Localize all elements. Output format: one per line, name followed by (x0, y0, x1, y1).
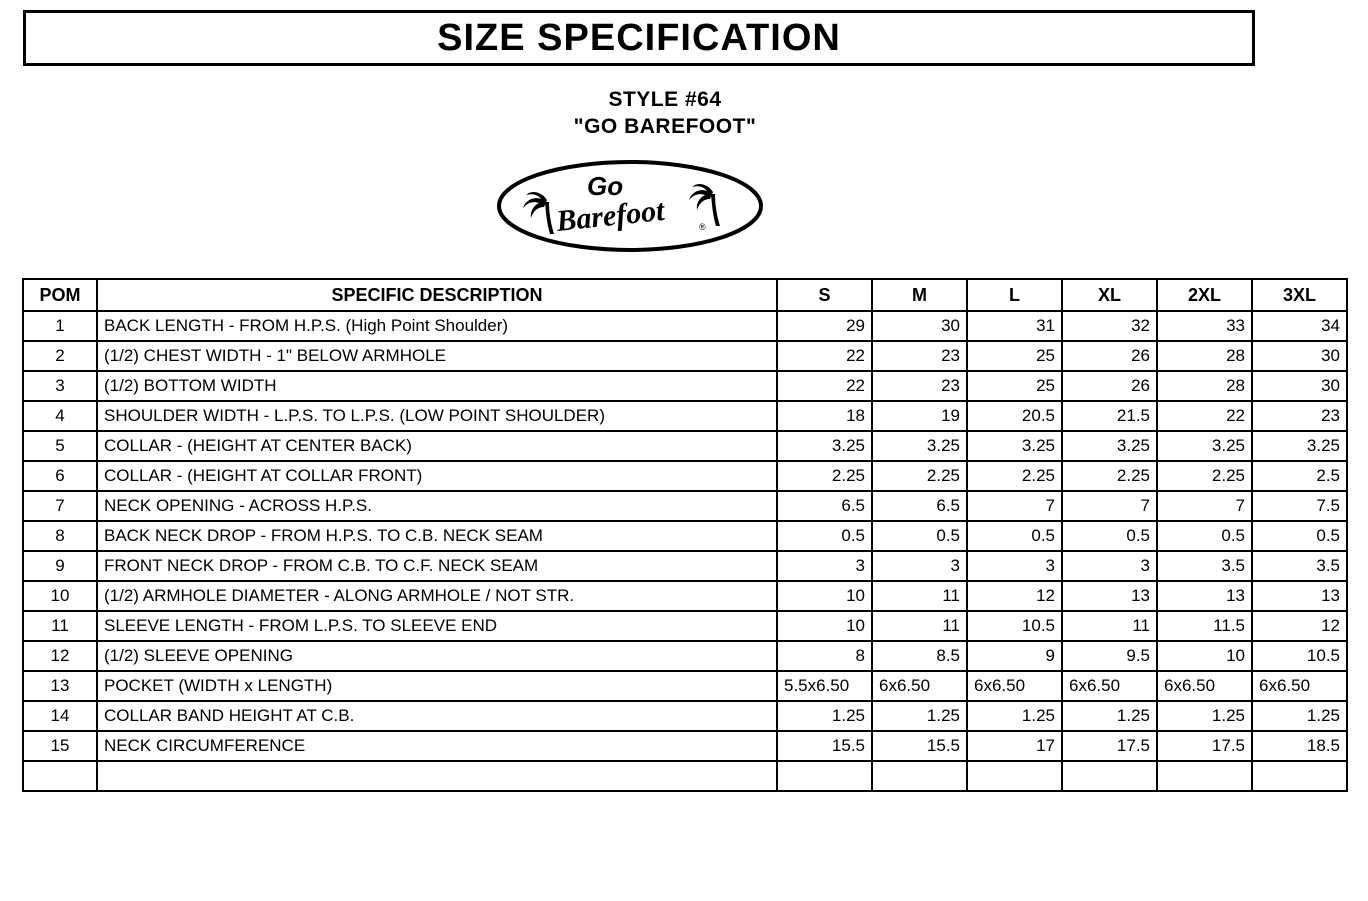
style-name: "GO BAREFOOT" (573, 115, 757, 138)
cell-size-s: 15.5 (777, 731, 872, 761)
cell-size-2xl: 1.25 (1157, 701, 1252, 731)
cell-size-3xl: 3.5 (1252, 551, 1347, 581)
header-description: SPECIFIC DESCRIPTION (97, 279, 777, 311)
cell-size-s: 22 (777, 371, 872, 401)
cell-pom: 6 (23, 461, 97, 491)
cell-size-xl: 32 (1062, 311, 1157, 341)
cell-size-xl: 9.5 (1062, 641, 1157, 671)
cell-size-s: 5.5x6.50 (777, 671, 872, 701)
cell-description: COLLAR - (HEIGHT AT CENTER BACK) (97, 431, 777, 461)
cell-size-xl: 0.5 (1062, 521, 1157, 551)
cell-size-3xl: 30 (1252, 341, 1347, 371)
cell-pom: 4 (23, 401, 97, 431)
cell-size-2xl: 28 (1157, 341, 1252, 371)
style-number: STYLE #64 (608, 88, 722, 111)
logo-icon (495, 158, 765, 254)
cell-size-l: 10.5 (967, 611, 1062, 641)
cell-description: COLLAR BAND HEIGHT AT C.B. (97, 701, 777, 731)
cell-size-3xl: 0.5 (1252, 521, 1347, 551)
cell-size-l: 9 (967, 641, 1062, 671)
cell-size-s: 2.25 (777, 461, 872, 491)
table-row (23, 701, 1347, 731)
cell-size-m: 6.5 (872, 491, 967, 521)
cell-size-s: 22 (777, 341, 872, 371)
header-pom: POM (23, 279, 97, 311)
cell-size-m: 11 (872, 611, 967, 641)
cell-size-3xl: 2.5 (1252, 461, 1347, 491)
table-row (23, 371, 1347, 401)
cell-size-m: 3 (872, 551, 967, 581)
cell-size-m: 2.25 (872, 461, 967, 491)
cell-size-m: 6x6.50 (872, 671, 967, 701)
table-row (23, 611, 1347, 641)
cell-description: NECK CIRCUMFERENCE (97, 731, 777, 761)
cell-size-3xl: 23 (1252, 401, 1347, 431)
page-title: SIZE SPECIFICATION (437, 17, 841, 59)
table-row (23, 401, 1347, 431)
cell-size-2xl: 33 (1157, 311, 1252, 341)
style-heading (0, 86, 1330, 140)
cell-size-2xl: 11.5 (1157, 611, 1252, 641)
cell-size-xl: 17.5 (1062, 731, 1157, 761)
cell-size-3xl: 13 (1252, 581, 1347, 611)
cell-size-3xl: 3.25 (1252, 431, 1347, 461)
cell-pom: 12 (23, 641, 97, 671)
cell-size-l: 7 (967, 491, 1062, 521)
table-row (23, 461, 1347, 491)
cell-size-2xl: 17.5 (1157, 731, 1252, 761)
cell-pom: 14 (23, 701, 97, 731)
cell-size-l: 12 (967, 581, 1062, 611)
cell-size-2xl: 28 (1157, 371, 1252, 401)
table-row (23, 731, 1347, 761)
cell-size-s: 0.5 (777, 521, 872, 551)
cell-size-xl: 21.5 (1062, 401, 1157, 431)
cell-size-2xl: 10 (1157, 641, 1252, 671)
logo-word-main: Barefoot (554, 193, 666, 238)
cell-description: (1/2) SLEEVE OPENING (97, 641, 777, 671)
cell-size-l: 6x6.50 (967, 671, 1062, 701)
cell-description: (1/2) ARMHOLE DIAMETER - ALONG ARMHOLE / NOT STR. (97, 581, 777, 611)
header-size-m: M (872, 279, 967, 311)
cell-pom: 15 (23, 731, 97, 761)
cell-size-m (872, 761, 967, 791)
size-spec-table (22, 278, 1348, 792)
cell-description: COLLAR - (HEIGHT AT COLLAR FRONT) (97, 461, 777, 491)
cell-description: NECK OPENING - ACROSS H.P.S. (97, 491, 777, 521)
cell-size-2xl: 22 (1157, 401, 1252, 431)
cell-pom: 8 (23, 521, 97, 551)
cell-size-l: 20.5 (967, 401, 1062, 431)
cell-size-l: 25 (967, 371, 1062, 401)
logo-registered-mark: ® (699, 222, 706, 232)
cell-size-s: 29 (777, 311, 872, 341)
cell-size-xl (1062, 761, 1157, 791)
cell-size-s: 3.25 (777, 431, 872, 461)
cell-size-3xl: 10.5 (1252, 641, 1347, 671)
cell-description: SLEEVE LENGTH - FROM L.P.S. TO SLEEVE END (97, 611, 777, 641)
cell-description: POCKET (WIDTH x LENGTH) (97, 671, 777, 701)
header-size-3xl: 3XL (1252, 279, 1347, 311)
cell-size-s: 8 (777, 641, 872, 671)
cell-size-l: 3.25 (967, 431, 1062, 461)
cell-size-xl: 2.25 (1062, 461, 1157, 491)
cell-size-xl: 1.25 (1062, 701, 1157, 731)
cell-size-xl: 3 (1062, 551, 1157, 581)
cell-size-l: 17 (967, 731, 1062, 761)
cell-size-xl: 26 (1062, 341, 1157, 371)
cell-pom: 3 (23, 371, 97, 401)
cell-pom: 5 (23, 431, 97, 461)
logo-word-top: Go (587, 171, 624, 201)
cell-size-s: 10 (777, 611, 872, 641)
cell-size-m: 8.5 (872, 641, 967, 671)
cell-size-l: 1.25 (967, 701, 1062, 731)
cell-size-3xl (1252, 761, 1347, 791)
cell-size-s: 3 (777, 551, 872, 581)
cell-pom (23, 761, 97, 791)
cell-size-xl: 6x6.50 (1062, 671, 1157, 701)
cell-size-m: 3.25 (872, 431, 967, 461)
table-row (23, 311, 1347, 341)
cell-description (97, 761, 777, 791)
cell-size-2xl: 3.5 (1157, 551, 1252, 581)
cell-pom: 1 (23, 311, 97, 341)
cell-size-l (967, 761, 1062, 791)
cell-size-2xl: 3.25 (1157, 431, 1252, 461)
table-body (23, 311, 1347, 791)
cell-size-3xl: 1.25 (1252, 701, 1347, 731)
cell-size-s: 10 (777, 581, 872, 611)
cell-size-l: 25 (967, 341, 1062, 371)
cell-description: SHOULDER WIDTH - L.P.S. TO L.P.S. (LOW POINT SHOULDER) (97, 401, 777, 431)
table-header (23, 279, 1347, 311)
header-size-s: S (777, 279, 872, 311)
cell-pom: 11 (23, 611, 97, 641)
header-size-l: L (967, 279, 1062, 311)
cell-size-m: 1.25 (872, 701, 967, 731)
cell-size-2xl: 7 (1157, 491, 1252, 521)
cell-description: (1/2) BOTTOM WIDTH (97, 371, 777, 401)
cell-size-xl: 26 (1062, 371, 1157, 401)
table-row (23, 671, 1347, 701)
cell-size-m: 30 (872, 311, 967, 341)
table-row (23, 491, 1347, 521)
cell-size-3xl: 12 (1252, 611, 1347, 641)
table-row (23, 761, 1347, 791)
cell-size-m: 19 (872, 401, 967, 431)
header-size-2xl: 2XL (1157, 279, 1252, 311)
cell-size-m: 23 (872, 371, 967, 401)
cell-size-m: 0.5 (872, 521, 967, 551)
cell-size-2xl (1157, 761, 1252, 791)
cell-pom: 7 (23, 491, 97, 521)
cell-description: FRONT NECK DROP - FROM C.B. TO C.F. NECK SEAM (97, 551, 777, 581)
cell-size-l: 0.5 (967, 521, 1062, 551)
cell-size-xl: 13 (1062, 581, 1157, 611)
cell-size-s: 1.25 (777, 701, 872, 731)
table-row (23, 341, 1347, 371)
cell-size-m: 11 (872, 581, 967, 611)
table-header-row (23, 279, 1347, 311)
table-row (23, 431, 1347, 461)
cell-size-xl: 3.25 (1062, 431, 1157, 461)
cell-size-3xl: 7.5 (1252, 491, 1347, 521)
cell-size-3xl: 30 (1252, 371, 1347, 401)
cell-pom: 2 (23, 341, 97, 371)
cell-size-2xl: 6x6.50 (1157, 671, 1252, 701)
cell-pom: 10 (23, 581, 97, 611)
cell-size-l: 31 (967, 311, 1062, 341)
cell-size-l: 2.25 (967, 461, 1062, 491)
cell-size-2xl: 13 (1157, 581, 1252, 611)
cell-size-3xl: 34 (1252, 311, 1347, 341)
header-size-xl: XL (1062, 279, 1157, 311)
table-row (23, 641, 1347, 671)
cell-size-m: 15.5 (872, 731, 967, 761)
cell-description: BACK LENGTH - FROM H.P.S. (High Point Shoulder) (97, 311, 777, 341)
cell-size-3xl: 6x6.50 (1252, 671, 1347, 701)
table-row (23, 581, 1347, 611)
cell-pom: 9 (23, 551, 97, 581)
cell-size-s: 6.5 (777, 491, 872, 521)
cell-size-s: 18 (777, 401, 872, 431)
cell-description: BACK NECK DROP - FROM H.P.S. TO C.B. NECK SEAM (97, 521, 777, 551)
cell-size-3xl: 18.5 (1252, 731, 1347, 761)
cell-size-xl: 7 (1062, 491, 1157, 521)
cell-description: (1/2) CHEST WIDTH - 1" BELOW ARMHOLE (97, 341, 777, 371)
document-title-box (23, 10, 1255, 66)
go-barefoot-logo (495, 158, 765, 254)
cell-size-2xl: 0.5 (1157, 521, 1252, 551)
cell-size-xl: 11 (1062, 611, 1157, 641)
cell-size-m: 23 (872, 341, 967, 371)
table-row (23, 551, 1347, 581)
table-row (23, 521, 1347, 551)
cell-size-l: 3 (967, 551, 1062, 581)
cell-size-2xl: 2.25 (1157, 461, 1252, 491)
cell-size-s (777, 761, 872, 791)
cell-pom: 13 (23, 671, 97, 701)
